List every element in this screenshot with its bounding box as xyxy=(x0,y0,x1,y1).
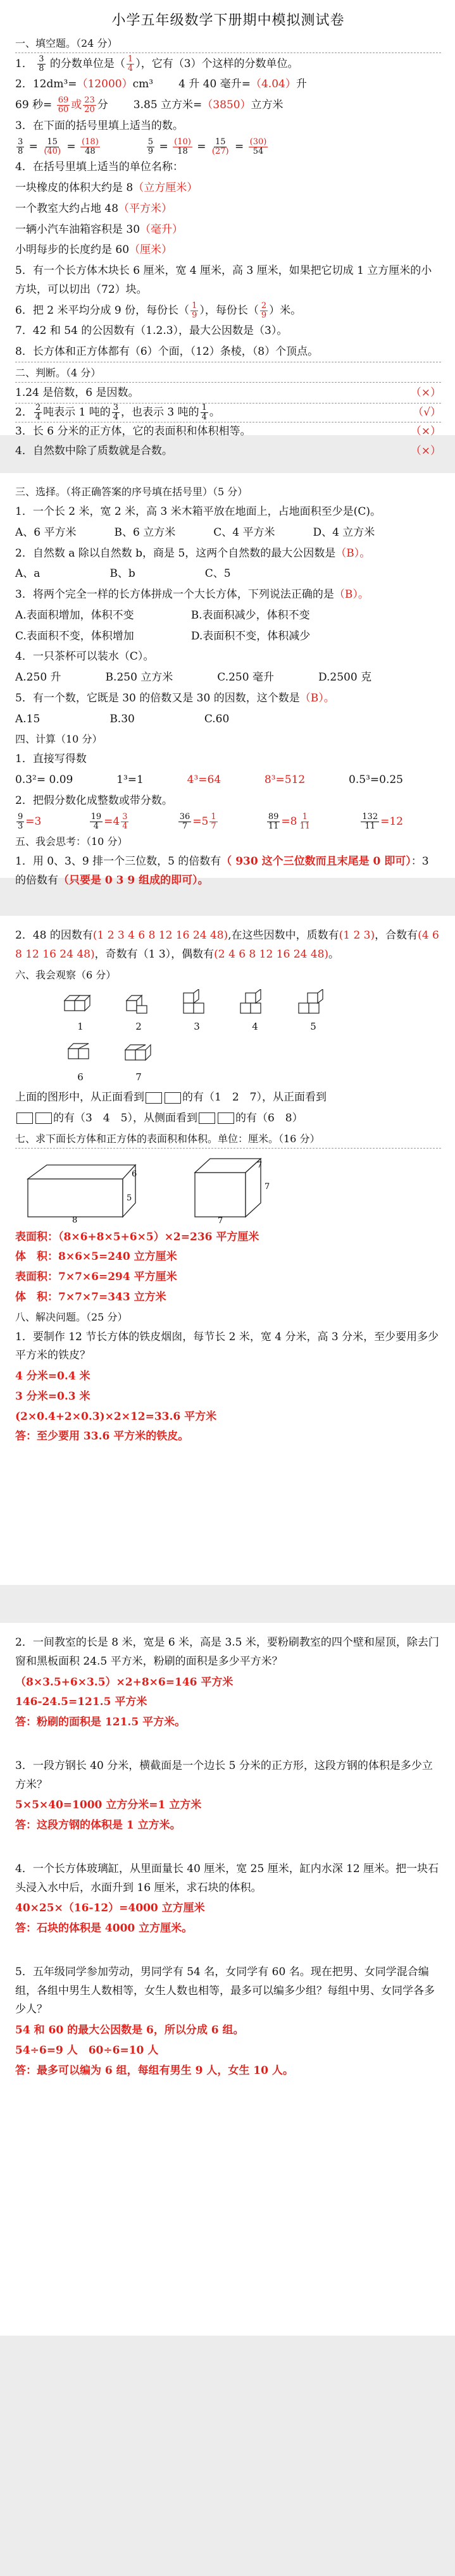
word-problem-5: 5．五年级同学参加劳动，男同学有 54 名，女同学有 60 名。现在把男、女同学混合编组，各组中男生人数相等，女生人数也相等，最多可以编多少组？每组中男、女同学各多少人？ xyxy=(15,1965,435,2016)
svg-text:7: 7 xyxy=(265,1181,270,1192)
fill-q6: 6．把 2 米平均分成 9 份，每份长（ $\frac{1}{9}$ ），每份长（ $\frac{2}{9}$ ）米。 xyxy=(15,300,302,320)
choice-q1: 1．一个长 2 米，宽 2 米，高 3 米木箱平放在地面上，占地面积至少是(C)。 xyxy=(15,505,381,518)
answer-line: 表面积：7×7×6=294 平方厘米 xyxy=(15,1271,177,1283)
cuboid-figure xyxy=(22,1160,148,1223)
answer-line: 答：石块的体积是 4000 立方厘米。 xyxy=(15,1922,193,1935)
section-1-heading: 一、填空题。（24 分） xyxy=(15,35,441,53)
answer-line: 54÷6=9 人 60÷6=10 人 xyxy=(15,2043,159,2057)
calc-q2-items: $\frac{9}{3}$ =3 $\frac{19}{4}$ =4 $\frac{3}{4}$ $\frac{36}{7}$ =5 $\frac{1}{7}$ $\frac{89}{11}$ =8 $\frac{1}{11}$ $\frac{132}{11}$ =12 xyxy=(18,811,403,831)
square-shape-icon xyxy=(165,1092,181,1104)
unit-line: 一辆小汽车油箱容积是 30（毫升） xyxy=(15,223,184,236)
answer-line: （8×3.5+6×3.5）×2+8×6=146 平方米 xyxy=(15,1675,234,1689)
square-shape-icon xyxy=(199,1112,215,1124)
choice-q2-options: A、a B、b C、5 xyxy=(15,567,231,581)
page-1 xyxy=(0,0,455,457)
observe-line-2: 的有（3 4 5），从侧面看到 的有（6 8） xyxy=(15,1109,441,1128)
cube-figure-3: 3 xyxy=(176,989,218,1035)
svg-text:7: 7 xyxy=(218,1216,223,1223)
section-7-heading: 七、求下面长方体和正方体的表面积和体积。单位：厘米。（16 分） xyxy=(15,1130,441,1149)
answer-line: 5×5×40=1000 立方分米=1 立方米 xyxy=(15,1799,202,1812)
fill-q7: 7．42 和 54 的公因数有（1.2.3），最大公因数是（3）。 xyxy=(15,324,288,338)
cube-figure xyxy=(189,1154,277,1223)
think-q1: 1．用 0、3、9 排一个三位数，5 的倍数有（ 930 这个三位数而且末尾是 0 即可）：3 的倍数有（只要是 0 3 9 组成的即可）。 xyxy=(15,855,429,887)
cube-figure-7: 7 xyxy=(118,1040,159,1085)
answer-line: 答：粉刷的面积是 121.5 平方米。 xyxy=(15,1716,186,1729)
calc-q2: 2．把假分数化成整数或带分数。 xyxy=(15,794,173,807)
fill-q2-row1: 2．12dm³=（12000）cm³ 4 升 40 毫升=（4.04）升 xyxy=(15,78,307,91)
word-problem-3: 3．一段方钢长 40 分米，横截面是一个边长 5 分米的正方形，这段方钢的体积是多少立方米？ xyxy=(15,1759,433,1791)
judge-q3: 3．长 6 分米的正方体，它的表面积和体积相等。 （×） xyxy=(15,422,441,442)
section-6-heading: 六、我会观察（6 分） xyxy=(15,968,116,981)
choice-q3-options-1: A.表面积增加，体积不变 B.表面积减少，体积不变 xyxy=(15,608,310,622)
choice-q5-options: A.15 B.30 C.60 xyxy=(15,712,230,725)
cuboid-icon xyxy=(22,1160,148,1223)
section-4-heading: 四、计算（10 分） xyxy=(15,733,103,746)
square-shape-icon xyxy=(35,1112,52,1124)
unit-line: 小明每步的长度约是 60（厘米） xyxy=(15,243,173,257)
observe-line-1: 上面的图形中，从正面看到 的有（1 2 7），从正面看到 xyxy=(15,1091,327,1104)
answer-line: 146-24.5=121.5 平方米 xyxy=(15,1696,147,1709)
judge-q2: 2． $\frac{2}{4}$ 吨表示 1 吨的 $\frac{3}{4}$ ，也表示 3 吨的 $\frac{1}{4}$ 。 （√） xyxy=(15,402,441,422)
fill-q3: 3．在下面的括号里填上适当的数。 xyxy=(15,119,184,132)
think-q2: 2．48 的因数有(1 2 3 4 6 8 12 16 24 48),在这些因数中，质数有(1 2 3)，合数有(4 6 8 12 16 24 48)，奇数有（1 3），偶数有(2 4 6 8 12 16 24 48)。 xyxy=(15,929,439,961)
fill-q1: 1． $\frac{3}{8}$ 的分数单位是（ $\frac{1}{4}$ ），它有（3）个这样的分数单位。 xyxy=(15,54,299,73)
svg-text:8: 8 xyxy=(72,1215,78,1223)
answer-line: 54 和 60 的最大公因数是 6，所以分成 6 组。 xyxy=(15,2024,244,2037)
choice-q3-options-2: C.表面积不变，体积增加 D.表面积不变，体积减少 xyxy=(15,629,311,643)
word-problem-1: 1．要制作 12 节长方体的铁皮烟囱，每节长 2 米，宽 4 分米，高 3 分米，至少要用多少平方米的铁皮？ xyxy=(15,1330,439,1362)
cube-figures xyxy=(15,985,441,1036)
cube-figure-6: 6 xyxy=(59,1040,101,1085)
square-shape-icon xyxy=(146,1092,162,1104)
word-problem-2: 2．一间教室的长是 8 米，宽是 6 米，高是 3.5 米，要粉刷教室的四个壁和屋顶，除去门窗和黑板面积 24.5 平方米，粉刷的面积是多少平方米？ xyxy=(15,1636,439,1668)
unit-line: 一个教室大约占地 48（平方米） xyxy=(15,202,173,215)
fill-q3-equations: $\frac{3}{8}$ = $\frac{15}{(40)}$ = $\frac{(18)}{48}$ $\frac{5}{9}$ = $\frac{(10)}{18}$ = $\frac{15}{(27)}$ = $\frac{(30)}{54}$ xyxy=(18,137,267,156)
section-8-heading: 八、解决问题。（25 分） xyxy=(15,1310,128,1323)
section-2-heading: 二、判断。（4 分） xyxy=(15,364,441,383)
judge-q1: 1.24 是倍数，6 是因数。 （×） xyxy=(15,384,441,404)
calc-q1-items: 0.3²= 0.09 1³=1 4³=64 8³=512 0.5³=0.25 xyxy=(15,773,403,786)
section-5-heading: 五、我会思考：（10 分） xyxy=(15,835,128,848)
cube-figure-1: 1 xyxy=(59,989,101,1035)
answer-line: 体 积：8×6×5=240 立方厘米 xyxy=(15,1250,177,1264)
choice-q2: 2．自然数 a 除以自然数 b，商是 5，这两个自然数的最大公因数是（B）。 xyxy=(15,546,371,560)
choice-q3: 3．将两个完全一样的长方体拼成一个大长方体，下列说法正确的是（B）。 xyxy=(15,588,369,601)
square-shape-icon xyxy=(218,1112,234,1124)
answer-line: 答：最多可以编为 6 组，每组有男生 9 人，女生 10 人。 xyxy=(15,2064,294,2077)
svg-text:7: 7 xyxy=(257,1160,263,1170)
page-3 xyxy=(0,916,455,1585)
answer-line: 体 积：7×7×7=343 立方米 xyxy=(15,1290,166,1303)
cube-figure-2: 2 xyxy=(118,989,159,1035)
fill-q5: 5．有一个长方体木块长 6 厘米，宽 4 厘米，高 3 厘米，如果把它切成 1 立方厘米的小方块，可以切出（72）块。 xyxy=(15,264,432,296)
fraction: $\frac{3}{8}$ xyxy=(39,54,44,73)
fill-q2-row2: 69 秒= $\frac{69}{60}$ 或 $\frac{23}{20}$ 分 3.85 立方米=（3850）立方米 xyxy=(15,96,284,114)
answer-line: 答：至少要用 33.6 平方米的铁皮。 xyxy=(15,1430,189,1443)
choice-q5: 5．有一个数，它既是 30 的倍数又是 30 的因数，这个数是（B）。 xyxy=(15,691,335,705)
choice-q4-options: A.250 升 B.250 立方米 C.250 毫升 D.2500 克 xyxy=(15,671,372,684)
page-4 xyxy=(0,1623,455,2336)
cube-figures-row2 xyxy=(15,1036,441,1087)
choice-q1-options: A、6 平方米 B、6 立方米 C、4 平方米 D、4 立方米 xyxy=(15,526,375,539)
cube-icon xyxy=(189,1154,277,1223)
fill-q4: 4．在括号里填上适当的单位名称： xyxy=(15,161,184,174)
word-problem-4: 4．一个长方体玻璃缸，从里面量长 40 厘米，宽 25 厘米，缸内水深 12 厘米。把一块石头浸入水中后，水面升到 16 厘米，求石块的体积。 xyxy=(15,1862,439,1894)
page-title: 小学五年级数学下册期中模拟测试卷 xyxy=(111,13,345,28)
answer-line: (2×0.4+2×0.3)×2×12=33.6 平方米 xyxy=(15,1410,217,1423)
square-shape-icon xyxy=(16,1112,33,1124)
cube-figure-5: 5 xyxy=(292,989,334,1035)
svg-text:5: 5 xyxy=(127,1193,132,1203)
judge-q4: 4．自然数中除了质数就是合数。 （×） xyxy=(15,445,441,457)
choice-q4: 4．一只茶杯可以装水（C）。 xyxy=(15,650,154,663)
section-3-heading: 三、选择。（将正确答案的序号填在括号里）（5 分） xyxy=(15,486,248,498)
answer-line: 答：这段方钢的体积是 1 立方米。 xyxy=(15,1819,181,1832)
answer-line: 40×25×（16-12）=4000 立方厘米 xyxy=(15,1902,205,1915)
answer-line: 4 分米=0.4 米 xyxy=(15,1370,90,1383)
unit-line: 一块橡皮的体积大约是 8（立方厘米） xyxy=(15,182,198,194)
answer-line: 3 分米=0.3 米 xyxy=(15,1390,90,1403)
fill-q8: 8．长方体和正方体都有（6）个面，（12）条棱，（8）个顶点。 xyxy=(15,343,441,362)
calc-q1: 1．直接写得数 xyxy=(15,753,87,766)
svg-text:6: 6 xyxy=(132,1169,137,1179)
page-2 xyxy=(0,473,455,887)
answer-line: 表面积：（8×6+8×5+6×5）×2=236 平方厘米 xyxy=(15,1230,259,1243)
solid-figures xyxy=(15,1150,441,1227)
cube-figure-4: 4 xyxy=(234,989,276,1035)
